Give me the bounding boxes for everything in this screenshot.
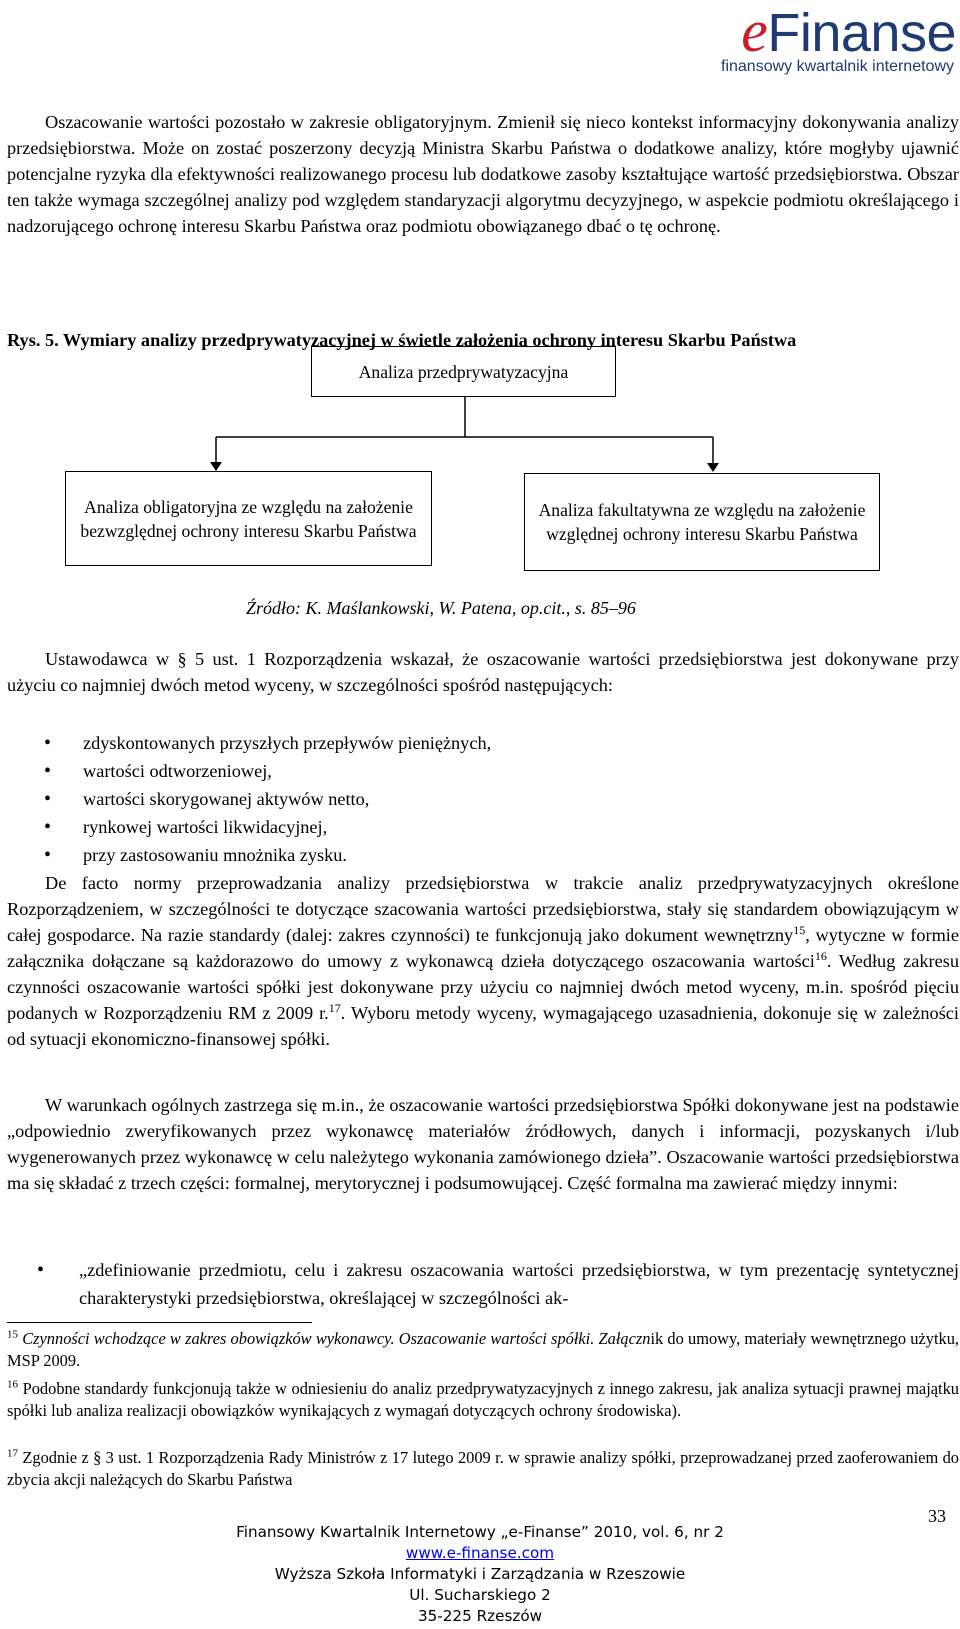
page-footer: [0, 1522, 960, 1627]
diagram-box-left-label: Analiza obligatoryjna ze względu na założenie bezwzględnej ochrony interesu Skarbu Państwa: [80, 496, 417, 541]
page-number: 33: [928, 1506, 946, 1526]
footnote-ref-15[interactable]: 15: [793, 922, 806, 937]
list-item: • przy zastosowaniu mnożnika zysku.: [7, 841, 959, 869]
para3-part-a: De facto normy przeprowadzania analizy przedsiębiorstwa w trakcie analiz przedprywatyzacyjnych określone Rozporządzeniem, w szczególności te dotyczące szacowania wartości przedsiębiorstwa, stały się standardem obowiązującym w całej gospodarce. Na razie standardy (dalej: zakres czynności) te funkcjonują jako dokument wewnętrzny: [7, 873, 959, 945]
figure-title: Rys. 5. Wymiary analizy przedprywatyzacyjnej w świetle założenia ochrony interesu Skarbu Państwa: [7, 330, 797, 350]
footnote-italic: Czynności wchodzące w zakres obowiązków wykonawcy. Oszacowanie wartości spółki. Załączn: [22, 1329, 651, 1348]
formal-part-list-item: [7, 1256, 959, 1312]
footnote-16: [7, 1378, 959, 1422]
list-item: • rynkowej wartości likwidacyjnej,: [7, 813, 959, 841]
footer-website-link[interactable]: www.e-finanse.com: [405, 1544, 555, 1562]
footnote-text: Podobne standardy funkcjonują także w odniesieniu do analiz przedprywatyzacyjnych z innego zakresu, jak analiza sytuacji prawnej majątku spółki lub analiza realizacji obowiązków wynikających z wymagań dotyczących ochrony środowiska).: [7, 1379, 959, 1420]
logo-finanse-text: Finanse: [767, 3, 956, 63]
footer-school: Wyższa Szkoła Informatyki i Zarządzania w Rzeszowie: [274, 1565, 686, 1583]
diagram-box-left: [65, 471, 432, 566]
footnote-text: ik do umowy, materiały wewnętrznego użytku, MSP 2009.: [7, 1329, 959, 1370]
list-item: • wartości odtworzeniowej,: [7, 757, 959, 785]
formal-part-text: „zdefiniowanie przedmiotu, celu i zakresu oszacowania wartości przedsiębiorstwa, w tym prezentację syntetycznej charakterystyki przedsiębiorstwa, określającej w szczególności ak-: [79, 1260, 959, 1308]
footnote-17: [7, 1447, 959, 1491]
diagram-box-right-label: Analiza fakultatywna ze względu na założenie względnej ochrony interesu Skarbu Państwa: [538, 500, 866, 544]
paragraph-intro: Oszacowanie wartości pozostało w zakresie obligatoryjnym. Zmienił się nieco kontekst informacyjny dokonywania analizy przedsiębiorstwa. Może on zostać poszerzony decyzją Ministra Skarbu Państwa o dodatkowe analizy, które mogłyby ujawnić potencjalne ryzyka dla efektywności realizowanego procesu lub dodatkowe zasoby kształtujące wartość przedsiębiorstwa. Obszar ten także wymaga szczególnej analizy pod względem standaryzacji algorytmu decyzyjnego, w aspekcie podmiotu określającego i nadzorującego ochronę interesu Skarbu Państwa oraz podmiotu obowiązanego dbać o tę ochronę.: [7, 112, 959, 236]
list-item: • wartości skorygowanej aktywów netto,: [7, 785, 959, 813]
para3-part-c: . Według zakresu czynności oszacowanie wartości spółki jest dokonywane przy użyciu co najmniej dwóch metod wyceny, m.in. spośród pięciu podanych w Rozporządzeniu RM z 2009 r.: [7, 951, 959, 1023]
arrow-left-head: [210, 462, 222, 471]
footer-street: Ul. Sucharskiego 2: [409, 1586, 551, 1604]
methods-list: [7, 729, 959, 869]
logo-subtitle: finansowy kwartalnik internetowy: [721, 58, 954, 75]
footnote-15: [7, 1328, 959, 1372]
diagram-box-right: [524, 473, 880, 571]
arrow-right-head: [707, 463, 719, 472]
para3-part-b: , wytyczne w formie załącznika dołączane są każdorazowo do umowy z wykonawcą dzieła dotyczącego oszacowania wartości: [7, 925, 959, 971]
footnote-separator: [7, 1322, 312, 1323]
footnote-number: 15: [7, 1328, 18, 1341]
list-item: • zdyskontowanych przyszłych przepływów pieniężnych,: [7, 729, 959, 757]
footer-city: 35-225 Rzeszów: [417, 1607, 543, 1625]
paragraph-methods-intro: Ustawodawca w § 5 ust. 1 Rozporządzenia wskazał, że oszacowanie wartości przedsiębiorstwa jest dokonywane przy użyciu co najmniej dwóch metod wyceny, w szczególności spośród następujących:: [7, 649, 959, 695]
paragraph-standards: [7, 870, 959, 1052]
footnote-ref-17[interactable]: 17: [328, 1000, 341, 1015]
footnote-text: Zgodnie z § 3 ust. 1 Rozporządzenia Rady Ministrów z 17 lutego 2009 r. w sprawie analizy spółki, przeprowadzanej przed zaoferowaniem do zbycia akcji należących do Skarbu Państwa: [7, 1448, 959, 1489]
bullet-dot: •: [37, 1259, 45, 1281]
logo-e-letter: e: [741, 0, 768, 64]
paragraph-general-conditions: W warunkach ogólnych zastrzega się m.in., że oszacowanie wartości przedsiębiorstwa Spółki dokonywane jest na podstawie „odpowiednio zweryfikowanych przez wykonawcę materiałów źródłowych, danych i informacji, pozyskanych i/lub wygenerowanych przez wykonawcę w celu należytego wykonania zamówionego dzieła”. Oszacowanie wartości przedsiębiorstwa ma się składać z trzech części: formalnej, merytorycznej i podsumowującej. Część formalna ma zawierać między innymi:: [7, 1095, 959, 1193]
diagram-box-top-label: Analiza przedprywatyzacyjna: [358, 361, 569, 382]
footnote-ref-16[interactable]: 16: [814, 948, 827, 963]
footer-journal: Finansowy Kwartalnik Internetowy „e-Finanse” 2010, vol. 6, nr 2: [236, 1523, 724, 1541]
para3-part-d: . Wyboru metody wyceny, wymagającego uzasadnienia, dokonuje się w zależności od sytuacji ekonomiczno-finansowej spółki.: [7, 1003, 959, 1049]
footnote-number: 17: [7, 1447, 18, 1460]
footnote-number: 16: [7, 1378, 18, 1391]
figure-source: Źródło: K. Maślankowski, W. Patena, op.cit., s. 85–96: [246, 598, 636, 618]
